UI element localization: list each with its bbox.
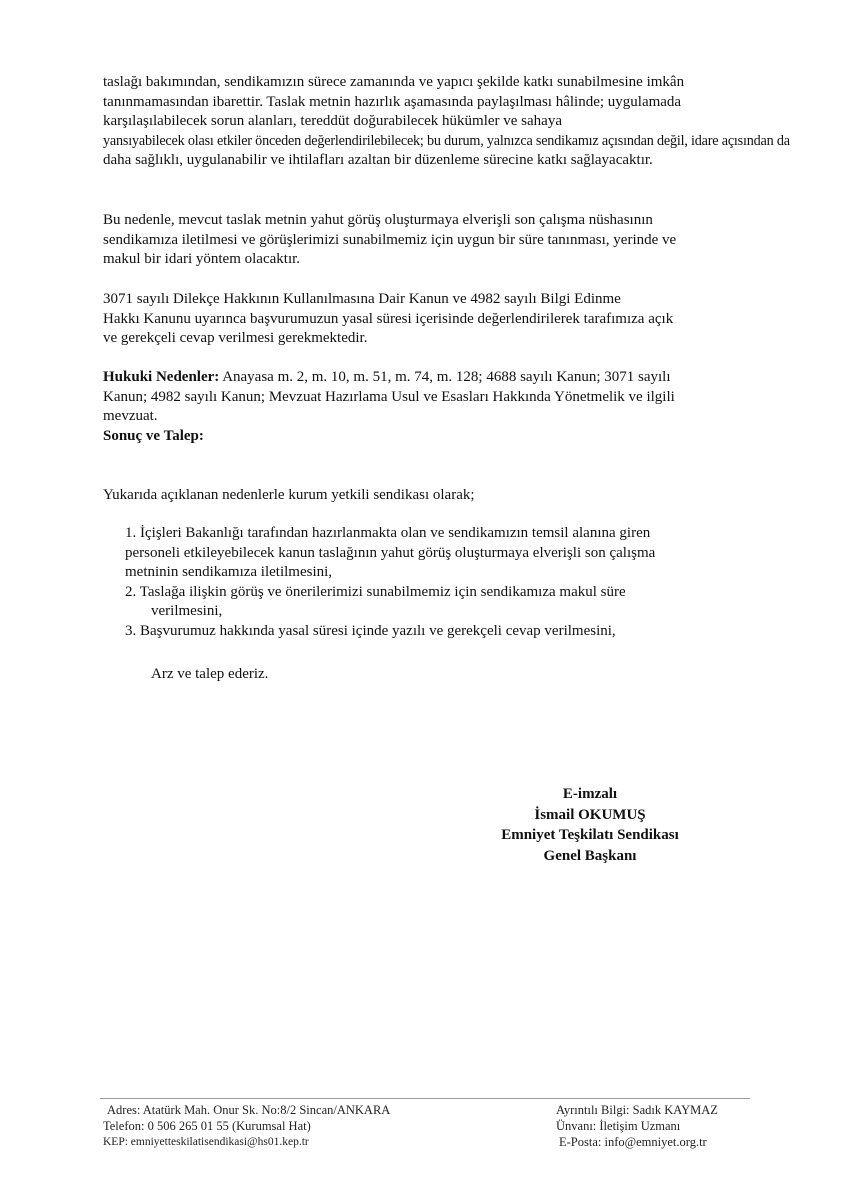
text-line: daha sağlıklı, uygulanabilir ve ihtilafları azaltan bir düzenleme sürecine katkı sağlayacaktır. [103, 152, 653, 168]
signature-organization: Emniyet Teşkilatı Sendikası [501, 827, 679, 843]
text-line: Bu nedenle, mevcut taslak metnin yahut görüş oluşturmaya elverişli son çalışma nüshasının [103, 212, 653, 228]
text-line [103, 368, 765, 388]
list-item: 1. İçişleri Bakanlığı tarafından hazırlanmakta olan ve sendikamızın temsil alanına giren [125, 525, 651, 541]
legal-reasons-text: Anayasa m. 2, m. 10, m. 51, m. 74, m. 128; 4688 sayılı Kanun; 3071 sayılı [219, 369, 671, 385]
result-heading: Sonuç ve Talep: [103, 427, 204, 444]
signature-eimza: E-imzalı [562, 786, 618, 802]
footer-contact-right [556, 1102, 786, 1150]
footer-address: Adres: Atatürk Mah. Onur Sk. No:8/2 Sincan/ANKARA [107, 1103, 391, 1117]
text-line: makul bir idari yöntem olacaktır. [103, 251, 301, 267]
text-line: mevzuat. [103, 408, 158, 424]
paragraph-request-reason [103, 211, 765, 270]
list-item-continuation: personeli etkileyebilecek kanun taslağının yahut görüş oluşturmaya elverişli son çalışma [125, 544, 656, 561]
footer-person-title: Ünvanı: İletişim Uzmanı [556, 1119, 681, 1133]
signature-title: Genel Başkanı [543, 847, 637, 864]
text-line: yansıyabilecek olası etkiler önceden değerlendirilebilecek; bu durum, yalnızca sendikamız açısından değil, idare açısından da [103, 132, 790, 149]
list-item-continuation: metninin sendikamıza iletilmesini, [125, 564, 333, 580]
list-item: 2. Taslağa ilişkin görüş ve önerilerimizi sunabilmemiz için sendikamıza makul süre [125, 583, 626, 600]
footer-contact-left [103, 1102, 463, 1150]
footer-divider [100, 1098, 750, 1099]
intro-text: Yukarıda açıklanan nedenlerle kurum yetkili sendikası olarak; [103, 487, 475, 503]
request-list [103, 524, 765, 641]
footer-email: E-Posta: info@emniyet.org.tr [559, 1135, 707, 1149]
footer-info-person: Ayrıntılı Bilgi: Sadık KAYMAZ [556, 1103, 718, 1117]
paragraph-draft-context [103, 73, 790, 171]
footer-kep: KEP: emniyetteskilatisendikasi@hs01.kep.tr [103, 1136, 309, 1148]
text-line: karşılaşılabilecek sorun alanları, tereddüt doğurabilecek hükümler ve sahaya [103, 113, 562, 129]
paragraph-legal-basis [103, 290, 765, 349]
text-line: taslağı bakımından, sendikamızın sürece zamanında ve yapıcı şekilde katkı sunabilmesine imkân [103, 74, 685, 90]
signature-block [470, 784, 710, 866]
text-line: 3071 sayılı Dilekçe Hakkının Kullanılmasına Dair Kanun ve 4982 sayılı Bilgi Edinme [103, 291, 621, 307]
text-line: tanınmamasından ibarettir. Taslak metnin hazırlık aşamasında paylaşılması hâlinde; uygulamada [103, 93, 682, 110]
text-line: Kanun; 4982 sayılı Kanun; Mevzuat Hazırlama Usul ve Esasları Hakkında Yönetmelik ve ilgili [103, 388, 675, 405]
signature-name: İsmail OKUMUŞ [534, 806, 646, 823]
list-item: 3. Başvurumuz hakkında yasal süresi içinde yazılı ve gerekçeli cevap verilmesini, [125, 622, 616, 639]
text-line: Hakkı Kanunu uyarınca başvurumuzun yasal süresi içerisinde değerlendirilerek tarafımıza açık [103, 310, 674, 327]
legal-reasons-block [103, 368, 765, 446]
closing-text: Arz ve talep ederiz. [151, 666, 269, 682]
footer-phone: Telefon: 0 506 265 01 55 (Kurumsal Hat) [103, 1119, 311, 1133]
legal-reasons-label: Hukuki Nedenler: [103, 369, 220, 385]
list-item-continuation: verilmesini, [151, 603, 223, 619]
text-line: ve gerekçeli cevap verilmesi gerekmektedir. [103, 330, 368, 346]
text-line: sendikamıza iletilmesi ve görüşlerimizi sunabilmemiz için uygun bir süre tanınması, yerinde ve [103, 231, 677, 248]
